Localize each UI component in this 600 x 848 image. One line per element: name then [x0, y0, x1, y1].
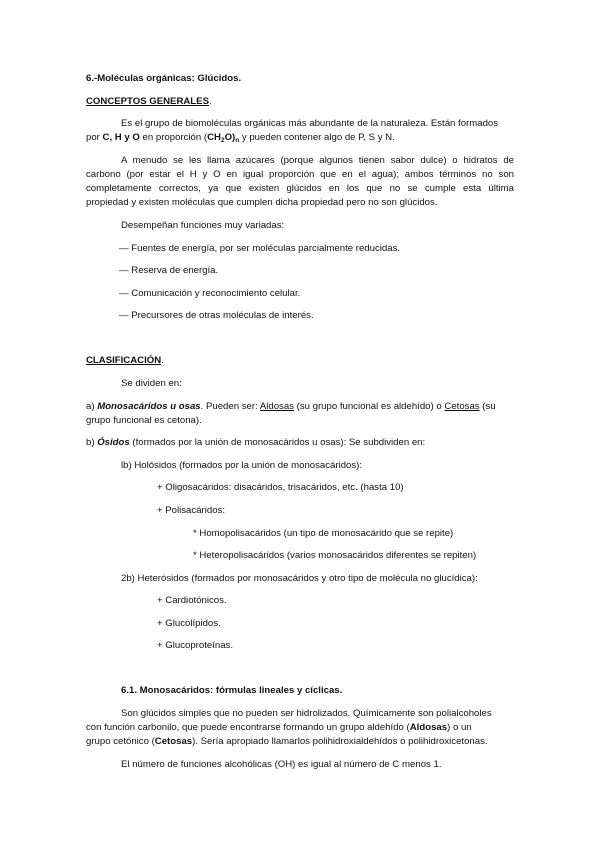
- subitem-cardiotonicos: + Cardiotónicos.: [157, 595, 227, 606]
- text-span: por: [86, 132, 103, 143]
- formula-subscript-n: n: [235, 137, 240, 144]
- page-title: 6.-Moléculas orgánicas: Glúcidos.: [86, 73, 242, 84]
- paragraph-line: completamente correctos, ya que existen glúcidos en los que no se cumple esta última: [86, 183, 514, 194]
- text-span: . Pueden ser:: [200, 401, 260, 412]
- item-a-line1: [86, 400, 496, 413]
- list-item: — Fuentes de energía, por ser moléculas parcialmente reducidas.: [119, 243, 401, 254]
- subitem-polisacaridos: + Polisacáridos:: [157, 505, 225, 516]
- funciones-intro: Desempeñan funciones muy variadas:: [121, 220, 285, 231]
- text-span: (su: [479, 401, 496, 412]
- text-span: con función carbonilo, que puede encontrarse formando un grupo aldehído (: [86, 722, 410, 733]
- list-item: — Comunicación y reconocimiento celular.: [119, 288, 301, 299]
- subitem-holosidos: lb) Holósidos (formados por la unión de monosacáridos):: [121, 460, 363, 471]
- term-osidos: Ósidos: [97, 437, 130, 448]
- paragraph-line: Son glúcidos simples que no pueden ser hidrolizados. Químicamente son polialcoholes: [121, 708, 492, 719]
- item-prefix: b): [86, 437, 98, 448]
- paragraph-line: propiedad y existen moléculas que cumplen dicha propiedad pero no son glúcidos.: [86, 197, 438, 208]
- subitem-glucolipidos: + Glucolípidos.: [157, 618, 221, 629]
- list-item: — Precursores de otras moléculas de interés.: [119, 310, 314, 321]
- term-aldosas: Aldosas: [259, 401, 294, 412]
- term-cetosas: Cetosas: [154, 736, 193, 747]
- text-span: (su grupo funcional es aldehído) o: [293, 401, 445, 412]
- formula-subscript-2: 2: [220, 137, 225, 144]
- term-monosacaridos: Monosacáridos u osas: [97, 401, 201, 412]
- subitem-oligosacaridos: + Oligosacáridos: disacáridos, trisacáridos, etc. (hasta 10): [157, 482, 404, 493]
- text-span: y pueden contener algo de P, S y N.: [239, 132, 395, 143]
- heading-dot: .: [161, 355, 164, 366]
- subitem-glucoproteinas: + Glucoproteínas.: [157, 640, 233, 651]
- subitem-heteropolisacaridos: * Heteropolisacáridos (varios monosacáridos diferentes se repiten): [193, 550, 477, 561]
- item-b: [86, 436, 425, 449]
- heading-text: CLASIFICACIÓN: [86, 355, 162, 366]
- clasificacion-intro: Se dividen en:: [121, 378, 182, 389]
- paragraph-line: [86, 721, 472, 734]
- paragraph-line: El número de funciones alcohólicas (OH) es igual al número de C menos 1.: [121, 759, 442, 770]
- formula-o: O): [224, 132, 236, 143]
- subitem-homopolisacaridos: * Homopolisacáridos (un tipo de monosacárido que se repite): [193, 528, 454, 539]
- section-heading-clasificacion: [86, 354, 164, 367]
- list-item: — Reserva de energía.: [119, 265, 219, 276]
- text-span: en proporción (: [139, 132, 208, 143]
- paragraph-line: Es el grupo de biomoléculas orgánicas más abundante de la naturaleza. Están formados: [121, 118, 499, 129]
- term-aldosas: Aldosas: [409, 722, 448, 733]
- subitem-heterosidos: 2b) Heterósidos (formados por monosacáridos y otro tipo de molécula no glucídica):: [121, 573, 478, 584]
- item-prefix: a): [86, 401, 98, 412]
- text-span: ) o un: [447, 722, 472, 733]
- paragraph-line: [86, 735, 488, 748]
- text-span: (formados por la unión de monosacáridos u osas): Se subdividen en:: [129, 437, 426, 448]
- paragraph-line: A menudo se les llama azúcares (porque algunos tienen sabor dulce) o hidratos de: [121, 155, 514, 166]
- formula-ch: CH: [207, 132, 221, 143]
- elements-cho: C, H y O: [102, 132, 140, 143]
- heading-text: CONCEPTOS GENERALES: [86, 96, 209, 107]
- text-span: ). Sería apropiado llamarlos polihidroxialdehídos o polihidroxicetonas.: [192, 736, 488, 747]
- text-span: grupo cetónico (: [86, 736, 155, 747]
- term-cetosas: Cetosas: [444, 401, 480, 412]
- section-heading-conceptos: [86, 95, 212, 108]
- item-a-line2: grupo funcional es cetona).: [86, 415, 202, 426]
- paragraph-line: carbono (por estar el H y O en igual proporción que en el agua); ambos términos no son: [86, 169, 514, 180]
- paragraph-line-formula: [86, 131, 395, 144]
- section-heading-6-1: 6.1. Monosacáridos: fórmulas lineales y cíclicas.: [121, 685, 343, 696]
- heading-dot: .: [208, 96, 212, 107]
